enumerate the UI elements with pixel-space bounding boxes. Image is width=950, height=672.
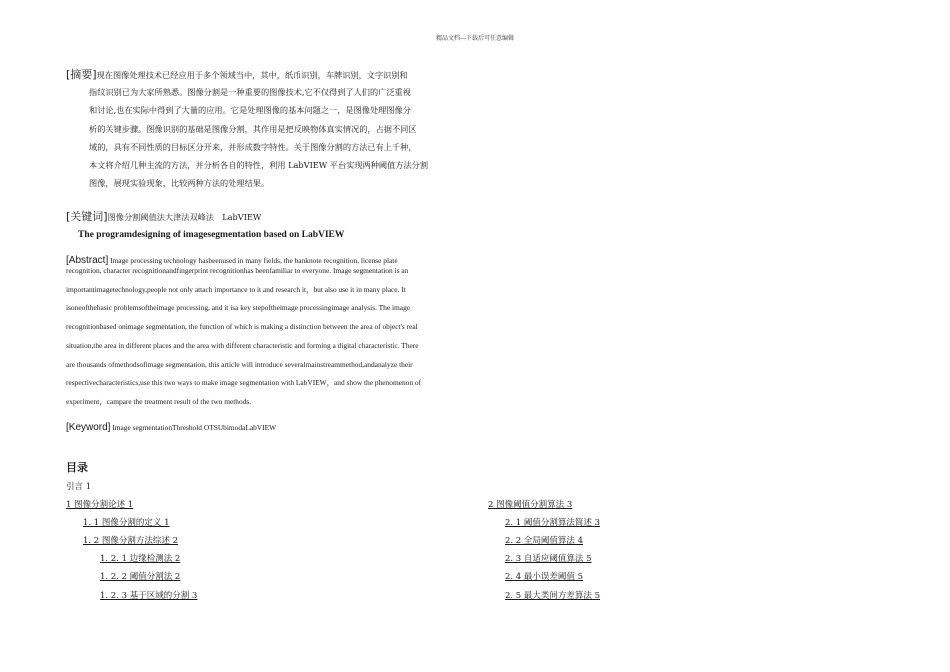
keywords-en	[66, 415, 276, 438]
abstract-zh-text: 现在图像处理技术已经应用于多个领域当中，其中，纸币识别，车牌识别，文字识别和	[96, 70, 408, 80]
toc-entry[interactable]: 2. 3 自适应阈值算法 5	[505, 554, 592, 565]
english-title: The programdesigning of imagesegmentation based on LabVIEW	[78, 230, 345, 240]
abstract-en-text: Image processing technology hasbeenused in many fields, the banknote recognition, license plate	[108, 256, 398, 265]
abstract-zh-line: 本文将介绍几种主流的方法，并分析各自的特性，利用 LabVIEW 平台实现两种阈值方法分割	[89, 160, 429, 171]
abstract-zh-line: 域的，具有不同性质的目标区分开来，并形成数字特性。关于图像分割的方法已有上千种，	[89, 141, 417, 152]
abstract-zh-line: 图像，展现实验现象，比较两种方法的处理结果。	[89, 178, 270, 189]
abstract-en-line: recognitionbased onimage segmentation, the function of which is making a distinction between the area of object's real	[66, 322, 418, 332]
toc-entry[interactable]: 1. 2. 2 阈值分割法 2	[100, 572, 181, 583]
abstract-en-line: isoneofthebasic problemsoftheimage processing, and it isa key stepoftheimage processingimage analysis. The image	[66, 303, 411, 313]
abstract-en-body	[66, 262, 421, 412]
abstract-en-label: [Abstract]	[66, 255, 109, 266]
page-header-note: 精品文档---下载后可任意编辑	[435, 35, 515, 42]
keywords-zh	[66, 205, 261, 226]
abstract-zh-line: 指纹识别已为大家所熟悉。图像分割是一种重要的图像技术,它不仅得到了人们的广泛重视	[89, 87, 411, 97]
toc-title: 目录	[66, 461, 88, 474]
toc-entry[interactable]: 1. 2. 1 边缘检测法 2	[100, 554, 181, 565]
abstract-en-line: recognition, character recognitionandfingerprint recognitionhas beenfamiliar to everyone. Image segmentation is an	[66, 266, 409, 275]
toc-entry[interactable]: 2. 2 全局阈值算法 4	[505, 536, 584, 547]
keywords-en-text: Image segmentationThreshold OTSUbimodaLabVIEW	[110, 423, 277, 432]
toc-entry[interactable]: 1. 2 图像分割方法综述 2	[83, 536, 179, 547]
toc-entry[interactable]: 1 图像分割论述 1	[66, 500, 134, 510]
abstract-zh-body	[89, 83, 428, 193]
toc-entry[interactable]: 2. 4 最小误差阈值 5	[505, 572, 584, 583]
abstract-zh-first-line	[66, 63, 408, 84]
toc-intro[interactable]: 引言 1	[66, 482, 92, 492]
toc-entry[interactable]: 1. 1 图像分割的定义 1	[83, 518, 170, 529]
abstract-en-line: are thousands ofmethodsofimage segmentation, this article will introduce severalmainstreammethod,andanalyze their	[66, 359, 413, 369]
abstract-en-line: experiment，campare the treatment result of the two methods.	[66, 396, 252, 406]
keywords-zh-label: [关键词]	[66, 210, 108, 223]
abstract-zh-line: 和讨论,也在实际中得到了大量的应用。它是处理图像的基本问题之一，是图像处理图像分	[89, 105, 411, 116]
toc-entry[interactable]: 1. 2. 3 基于区域的分割 3	[100, 590, 198, 601]
abstract-en-line: situation,the area in different places and the area with different characteristic and forming a digital characteristic. There	[66, 340, 419, 350]
keywords-en-label: [Keyword]	[66, 422, 111, 433]
keywords-zh-text: 图像分割阈值法大津法双峰法 LabVIEW	[107, 212, 262, 222]
toc-entry[interactable]: 2. 5 最大类间方差算法 5	[505, 590, 601, 601]
abstract-en-line: respectivecharacteristics,use this two ways to make image segmentation with LabVIEW，and show the phenomenon of	[66, 378, 422, 388]
abstract-zh-label: [摘要]	[66, 68, 97, 81]
abstract-en-line: importantimagetechnology,people not only attach importance to it and research it，but also use it in many place. It	[66, 284, 406, 294]
toc-entry[interactable]: 2 图像阈值分割算法 3	[488, 500, 573, 510]
toc-entry[interactable]: 2. 1 阈值分割算法简述 3	[505, 518, 601, 529]
abstract-zh-line: 析的关键步骤。图像识别的基础是图像分割，其作用是把反映物体真实情况的，占据不同区	[89, 123, 417, 134]
